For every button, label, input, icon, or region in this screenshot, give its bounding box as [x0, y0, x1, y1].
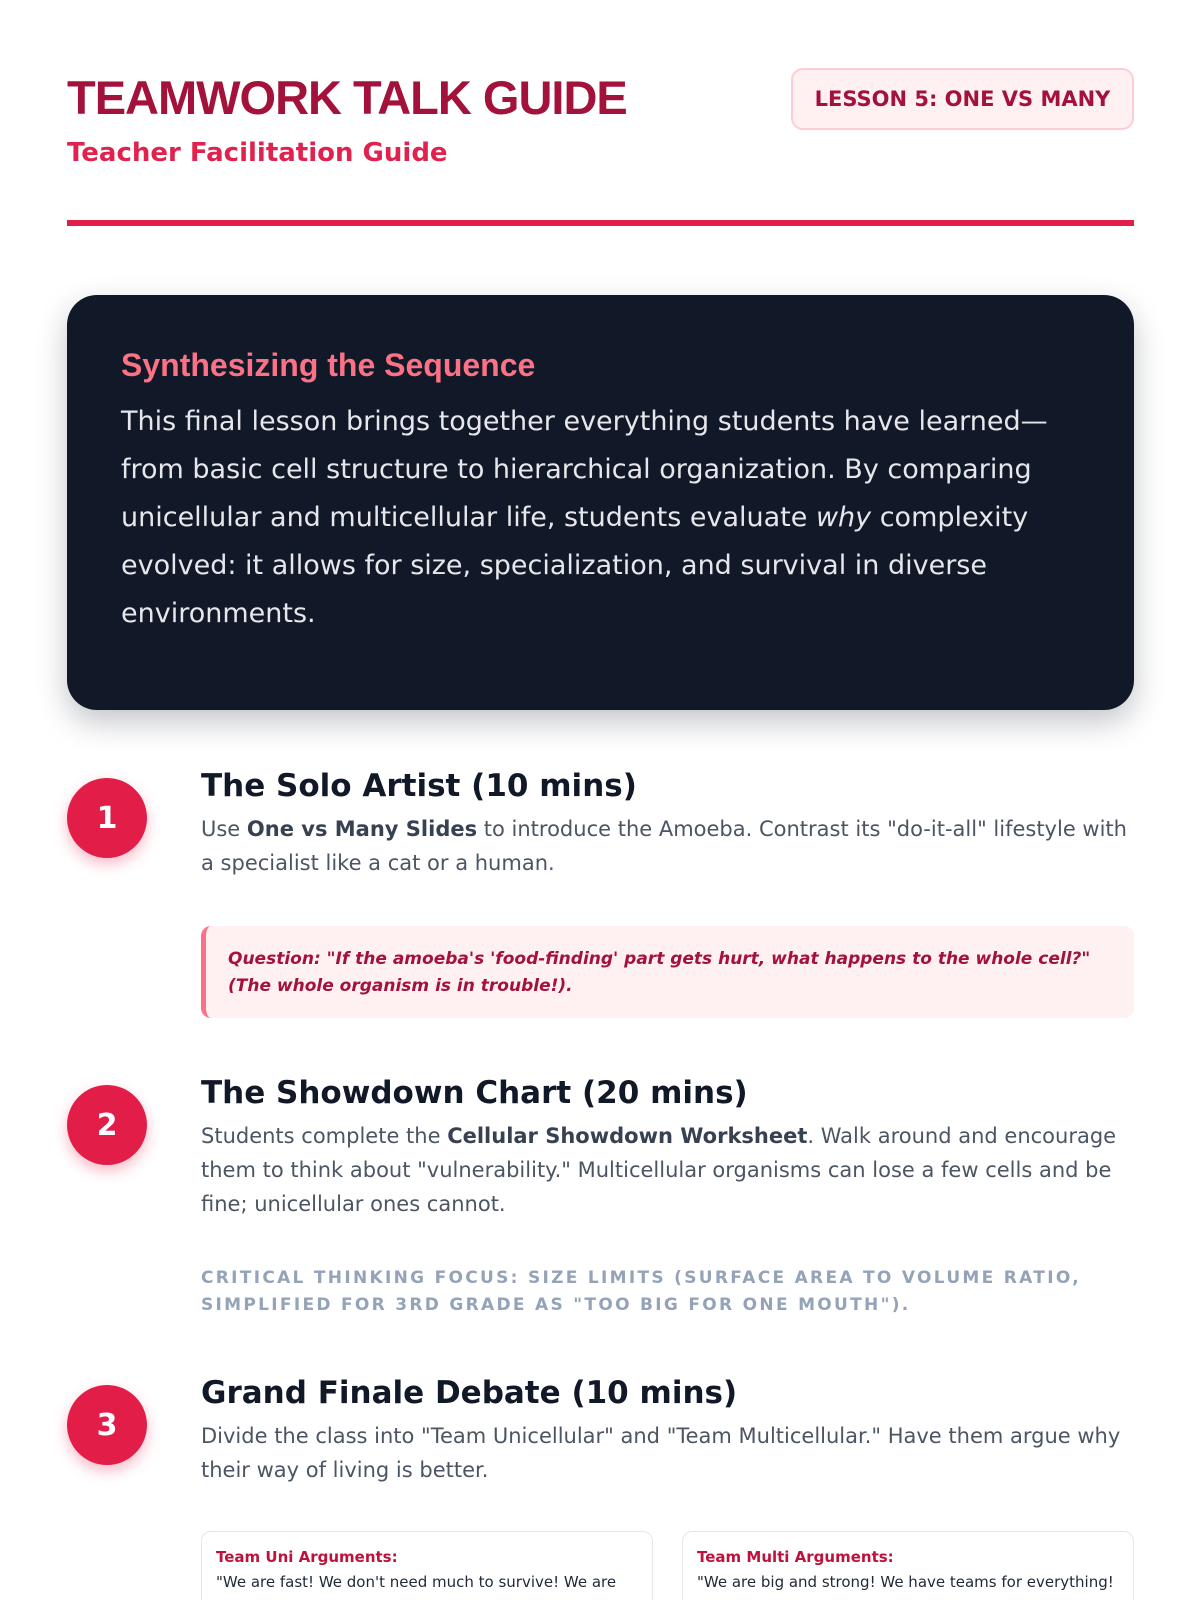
step-number: 3: [67, 1385, 147, 1465]
team-multi-card: [682, 1531, 1134, 1600]
step-title: The Solo Artist (10 mins): [201, 768, 637, 804]
step-title: The Showdown Chart (20 mins): [201, 1075, 748, 1111]
step-description: Use One vs Many Slides to introduce the Amoeba. Contrast its "do-it-all" lifestyle with a specialist like a cat or a human.: [201, 817, 1127, 875]
team-uni-text: "We are fast! We don't need much to survive! We are: [216, 1573, 617, 1591]
step-description: Divide the class into "Team Unicellular" and "Team Multicellular." Have them argue why their way of living is better.: [201, 1424, 1121, 1482]
synthesis-body: This final lesson brings together everything students have learned—from basic cell structure to hierarchical organization. By comparing unicellular and multicellular life, students evaluate why complexity evolved: it allows for size, specialization, and survival in diverse environments.: [121, 406, 1048, 629]
team-multi-text: "We are big and strong! We have teams for everything!: [697, 1573, 1114, 1591]
guide-page: [67, 0, 1134, 1600]
resource-name: One vs Many Slides: [246, 817, 478, 841]
team-uni-title: Team Uni Arguments:: [216, 1548, 398, 1566]
step-number: 2: [67, 1085, 147, 1165]
page-subtitle: Teacher Facilitation Guide: [67, 138, 448, 168]
page-title: TEAMWORK TALK GUIDE: [67, 71, 627, 124]
step-title: Grand Finale Debate (10 mins): [201, 1375, 738, 1411]
debate-arguments: [201, 1531, 1134, 1600]
resource-name: Cellular Showdown Worksheet: [447, 1124, 808, 1148]
team-multi-title: Team Multi Arguments:: [697, 1548, 894, 1566]
discussion-question: Question: "If the amoeba's 'food-finding' part gets hurt, what happens to the whole cell?" (The whole organism is in trouble!).: [201, 926, 1134, 1018]
critical-thinking-focus: CRITICAL THINKING FOCUS: SIZE LIMITS (SURFACE AREA TO VOLUME RATIO, SIMPLIFIED FOR 3RD GRADE AS "TOO BIG FOR ONE MOUTH").: [201, 1268, 1081, 1315]
team-uni-card: [201, 1531, 653, 1600]
header-divider: [67, 220, 1134, 226]
synthesis-emphasis: why: [815, 502, 872, 533]
step-number: 1: [67, 778, 147, 858]
synthesis-heading: Synthesizing the Sequence: [121, 347, 536, 383]
page-header: [67, 66, 1134, 226]
synthesis-card: [67, 295, 1134, 710]
lesson-badge: LESSON 5: ONE VS MANY: [791, 68, 1134, 130]
step-description: Students complete the Cellular Showdown Worksheet. Walk around and encourage them to think about "vulnerability." Multicellular organisms can lose a few cells and be fine; unicellular ones cannot.: [201, 1124, 1117, 1216]
